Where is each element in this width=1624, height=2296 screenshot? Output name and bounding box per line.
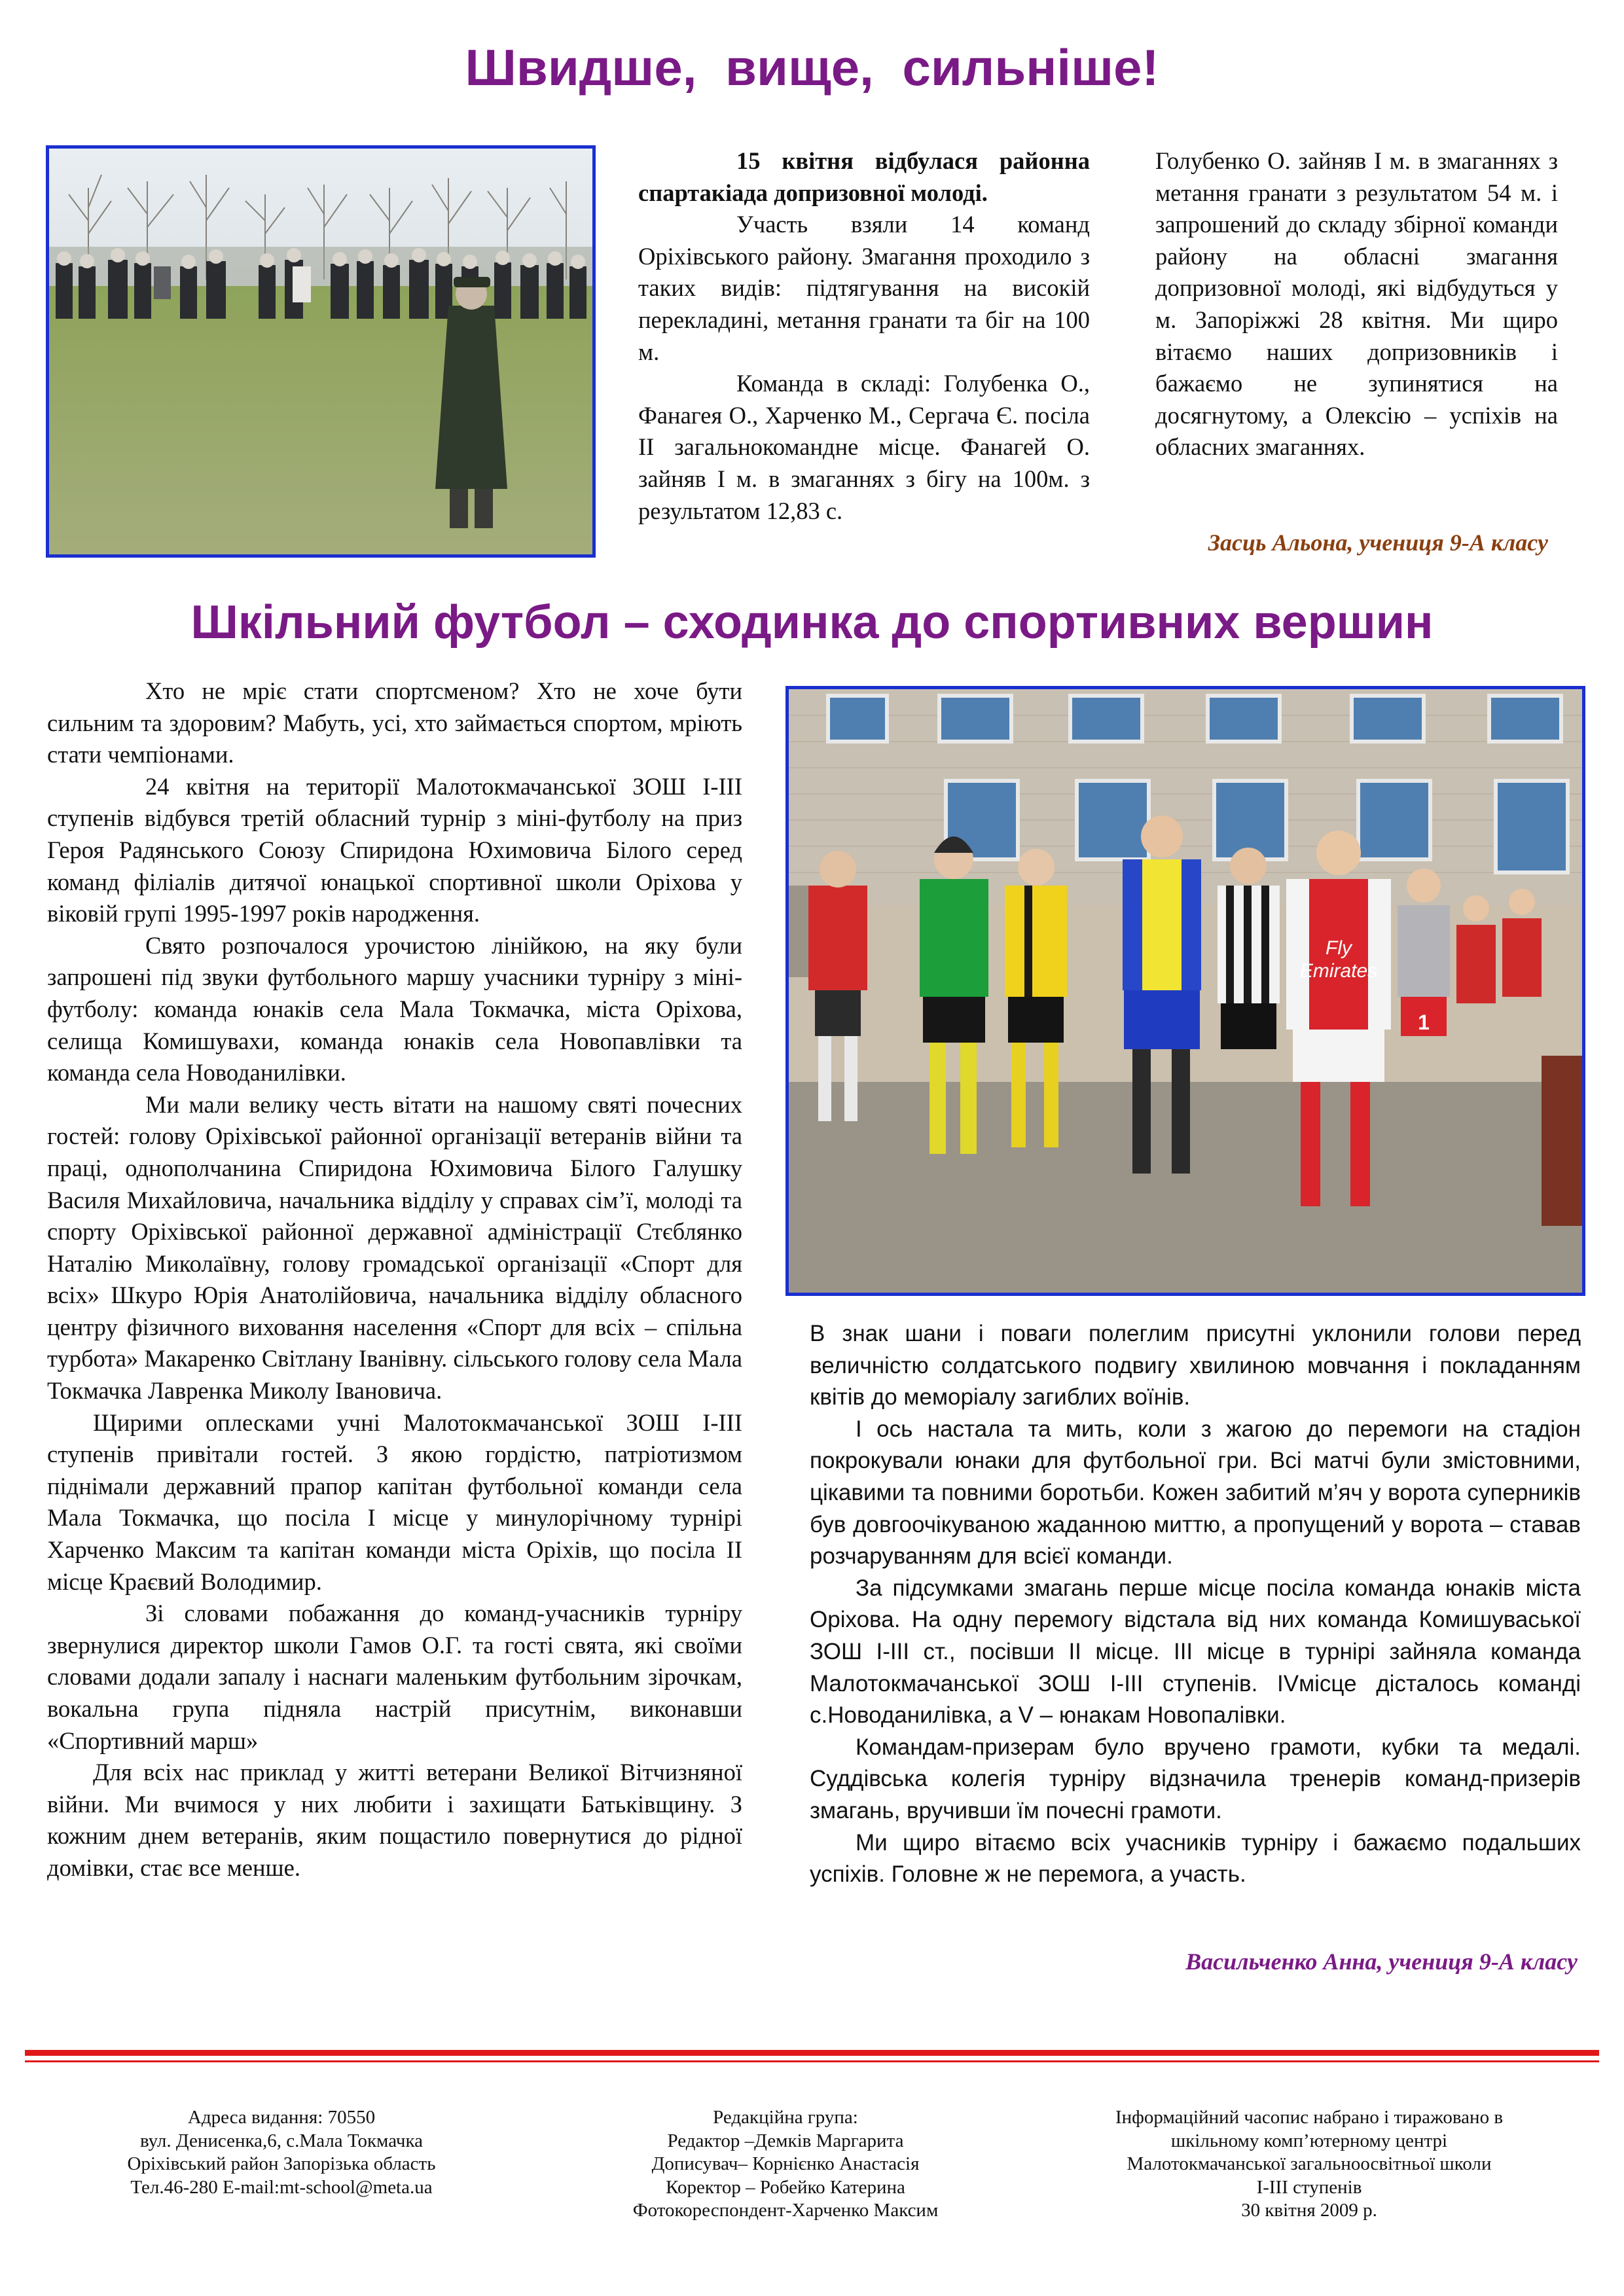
footer-line: Фотокореспондент-Харченко Максим [632,2200,939,2221]
article1-paragraph: Участь взяли 14 команд Оріхівського району. Змагання проходило з таких видів: підтягування на високій перекладині, метання гранати та біг на 100 м. [638,211,1090,365]
article1-col2 [1155,145,1558,463]
jersey-text-1: Fly [1326,937,1352,959]
article1-photo [46,145,596,558]
footer-line: Редактор –Демків Маргарита [667,2130,904,2151]
footer-email-line[interactable]: Тел.46-280 E-mail:mt-school@meta.ua [130,2176,433,2198]
footer-line: Малотокмачанської загальноосвітньої школи [1127,2153,1492,2174]
footer-line: Адреса видання: 70550 [187,2107,376,2128]
footer-line: І-ІІІ ступенів [1256,2176,1362,2198]
footer-line: Оріхівський район Запорізька область [127,2153,436,2174]
article2-photo [785,686,1585,1296]
article2-paragraph: В знак шани і поваги полеглим присутні уклонили голови перед величністю солдатського подвигу хвилиною мовчання і покладанням квітів до меморіалу загиблих воїнів. [810,1321,1581,1410]
jersey-text-2: Emirates [1299,960,1378,982]
footer-rule-thin [25,2060,1599,2062]
article2-signature: Васильченко Анна, учениця 9-А класу [1185,1948,1578,1975]
shorts-number: 1 [1418,1011,1430,1034]
article1-title: Швидше, вище, сильніше! [465,39,1159,96]
article2-paragraph: Ми мали велику честь вітати на нашому святі почесних гостей: голову Оріхівської районної організації ветеранів війни та праці, однополчанина Спиридона Юхимовича Білого Галушку Василя Михайловича, начальника відділу у справах сім’ї, молоді та спорту Оріхівської районної державної адміністрації Стєблянко Наталію Миколаївну, голову громадської організації «Спорт для всіх» Шкуро Юрія Анатолійовича, начальника відділу обласного центру фізичного виховання населення «Спорт для всіх – спільна турбота» Макаренко Світлану Іванівну. сільського голову села Мала Токмачка Лавренка Миколу Івановича. [47,1090,742,1405]
article1-lead: 15 квітня відбулася районна спартакіада допризовної молоді. [638,147,1090,206]
footer-date: 30 квітня 2009 р. [1241,2200,1377,2221]
article2-paragraph: Зі словами побажання до команд-учасників турніру звернулися директор школи Гамов О.Г. та гості свята, які своїми словами додали запалу і наснаги маленьким футбольним зірочкам, вокальна група підняла настрій присутнім, виконавши «Спортивний марш» [47,1600,742,1754]
article2-paragraph: Свято розпочалося урочистою лінійкою, на яку були запрошені під звуки футбольного маршу учасники турніру з міні-футболу: команда юнаків села Мала Токмачка, міста Оріхова, селища Комишувахи, команда юнаків села Новопавлівки та команда села Новоданилівки. [47,931,742,1086]
article1-signature: Засць Альона, учениця 9-А класу [1208,529,1548,556]
football-photo-illustration [789,689,1582,1293]
article2-title: Шкільний футбол – сходинка до спортивних вершин [190,596,1434,649]
article2-paragraph: Хто не мріє стати спортсменом? Хто не хоче бути сильним та здоровим? Мабуть, усі, хто займається спортом, мріють стати чемпіонами. [47,677,742,768]
article2-left-column [47,675,742,1884]
footer-line: Редакційна група: [713,2107,858,2128]
article1-paragraph: Голубенко О. зайняв І м. в змаганнях з метання гранати з результатом 54 м. і запрошений до складу збірної команди району на обласні змагання допризовної молоді, які відбудуться у м. Запоріжжі 28 квітня. Ми щиро вітаємо наших допризовників і бажаємо не зупинятися на досягнутому, а Олексію – успіхів на обласних змаганнях. [1155,147,1558,461]
article1-col1 [638,145,1090,527]
article2-paragraph: За підсумками змагань перше місце посіла команда юнаків міста Оріхова. На одну перемогу відстала від них команда Комишуваської ЗОШ І-ІІІ ст., посівши ІІ місце. ІІІ місце в турнірі зайняла команда Малотокмачанської ЗОШ І-ІІІ ступенів. IVмісце дісталось команді с.Новоданилівка, а V – юнакам Новопалівки. [810,1575,1581,1729]
footer-line: шкільному комп’ютерному центрі [1170,2130,1448,2151]
footer-line: Дописувач– Корнієнко Анастасія [651,2153,920,2174]
footer-publication-info [1060,2106,1558,2223]
footer-line: вул. Денисенка,6, с.Мала Токмачка [139,2130,424,2151]
footer-line: Інформаційний часопис набрано і тиражовано в [1115,2107,1504,2128]
article2-paragraph: Ми щиро вітаємо всіх учасників турніру і бажаємо подальших успіхів. Головне ж не перемога, а участь. [810,1829,1581,1888]
footer-rule-thick [25,2050,1599,2056]
article2-paragraph: 24 квітня на території Малотокмачанської ЗОШ І-ІІІ ступенів відбувся третій обласний турнір з міні-футболу на приз Героя Радянського Союзу Спиридона Юхимовича Білого серед команд філіалів дитячої юнацької спортивної школи Оріхова у віковій групі 1995-1997 років народження. [47,772,742,927]
footer-address [59,2106,504,2199]
article2-paragraph: Щирими оплесками учні Малотокмачанської ЗОШ І-ІІІ ступенів привітали гостей. З якою гордістю, патріотизмом піднімали державний прапор капітан футбольної команди села Мала Токмачка, що посіла І місце у минулорічному турнірі Харченко Максим та капітан команди міста Оріхів, що посіла ІІ місце Краєвий Володимир. [47,1408,742,1595]
article1-paragraph: Команда в складі: Голубенка О., Фанагея О., Харченко М., Сергача Є. посіла ІІ загальнокомандне місце. Фанагей О. зайняв І м. в змаганнях з бігу на 100м. з результатом 12,83 с. [638,370,1090,524]
article2-paragraph: Командам-призерам було вручено грамоти, кубки та медалі. Суддівська колегія турніру відзначила тренерів команд-призерів змагань, вручивши їм почесні грамоти. [810,1734,1581,1823]
article2-right-column [810,1318,1581,1891]
footer-line: Коректор – Робейко Катерина [666,2176,905,2198]
article2-paragraph: І ось настала та мить, коли з жагою до перемоги на стадіон покрокували юнаки для футбольної гри. Всі матчі були змістовними, цікавими та повними боротьби. Кожен забитий м’яч у ворота суперників був довгоочікуваною жаданною миттю, а пропущений у ворота – ставав розчаруванням для всієї команди. [810,1416,1581,1570]
field-photo-illustration [49,149,592,554]
footer-editorial-team [576,2106,995,2223]
article2-paragraph: Для всіх нас приклад у житті ветерани Великої Вітчизняної війни. Ми вчимося у них любити і захищати Батьківщину. З кожним днем ветеранів, яким пощастило повернутися до рідної домівки, стає все менше. [47,1759,742,1881]
